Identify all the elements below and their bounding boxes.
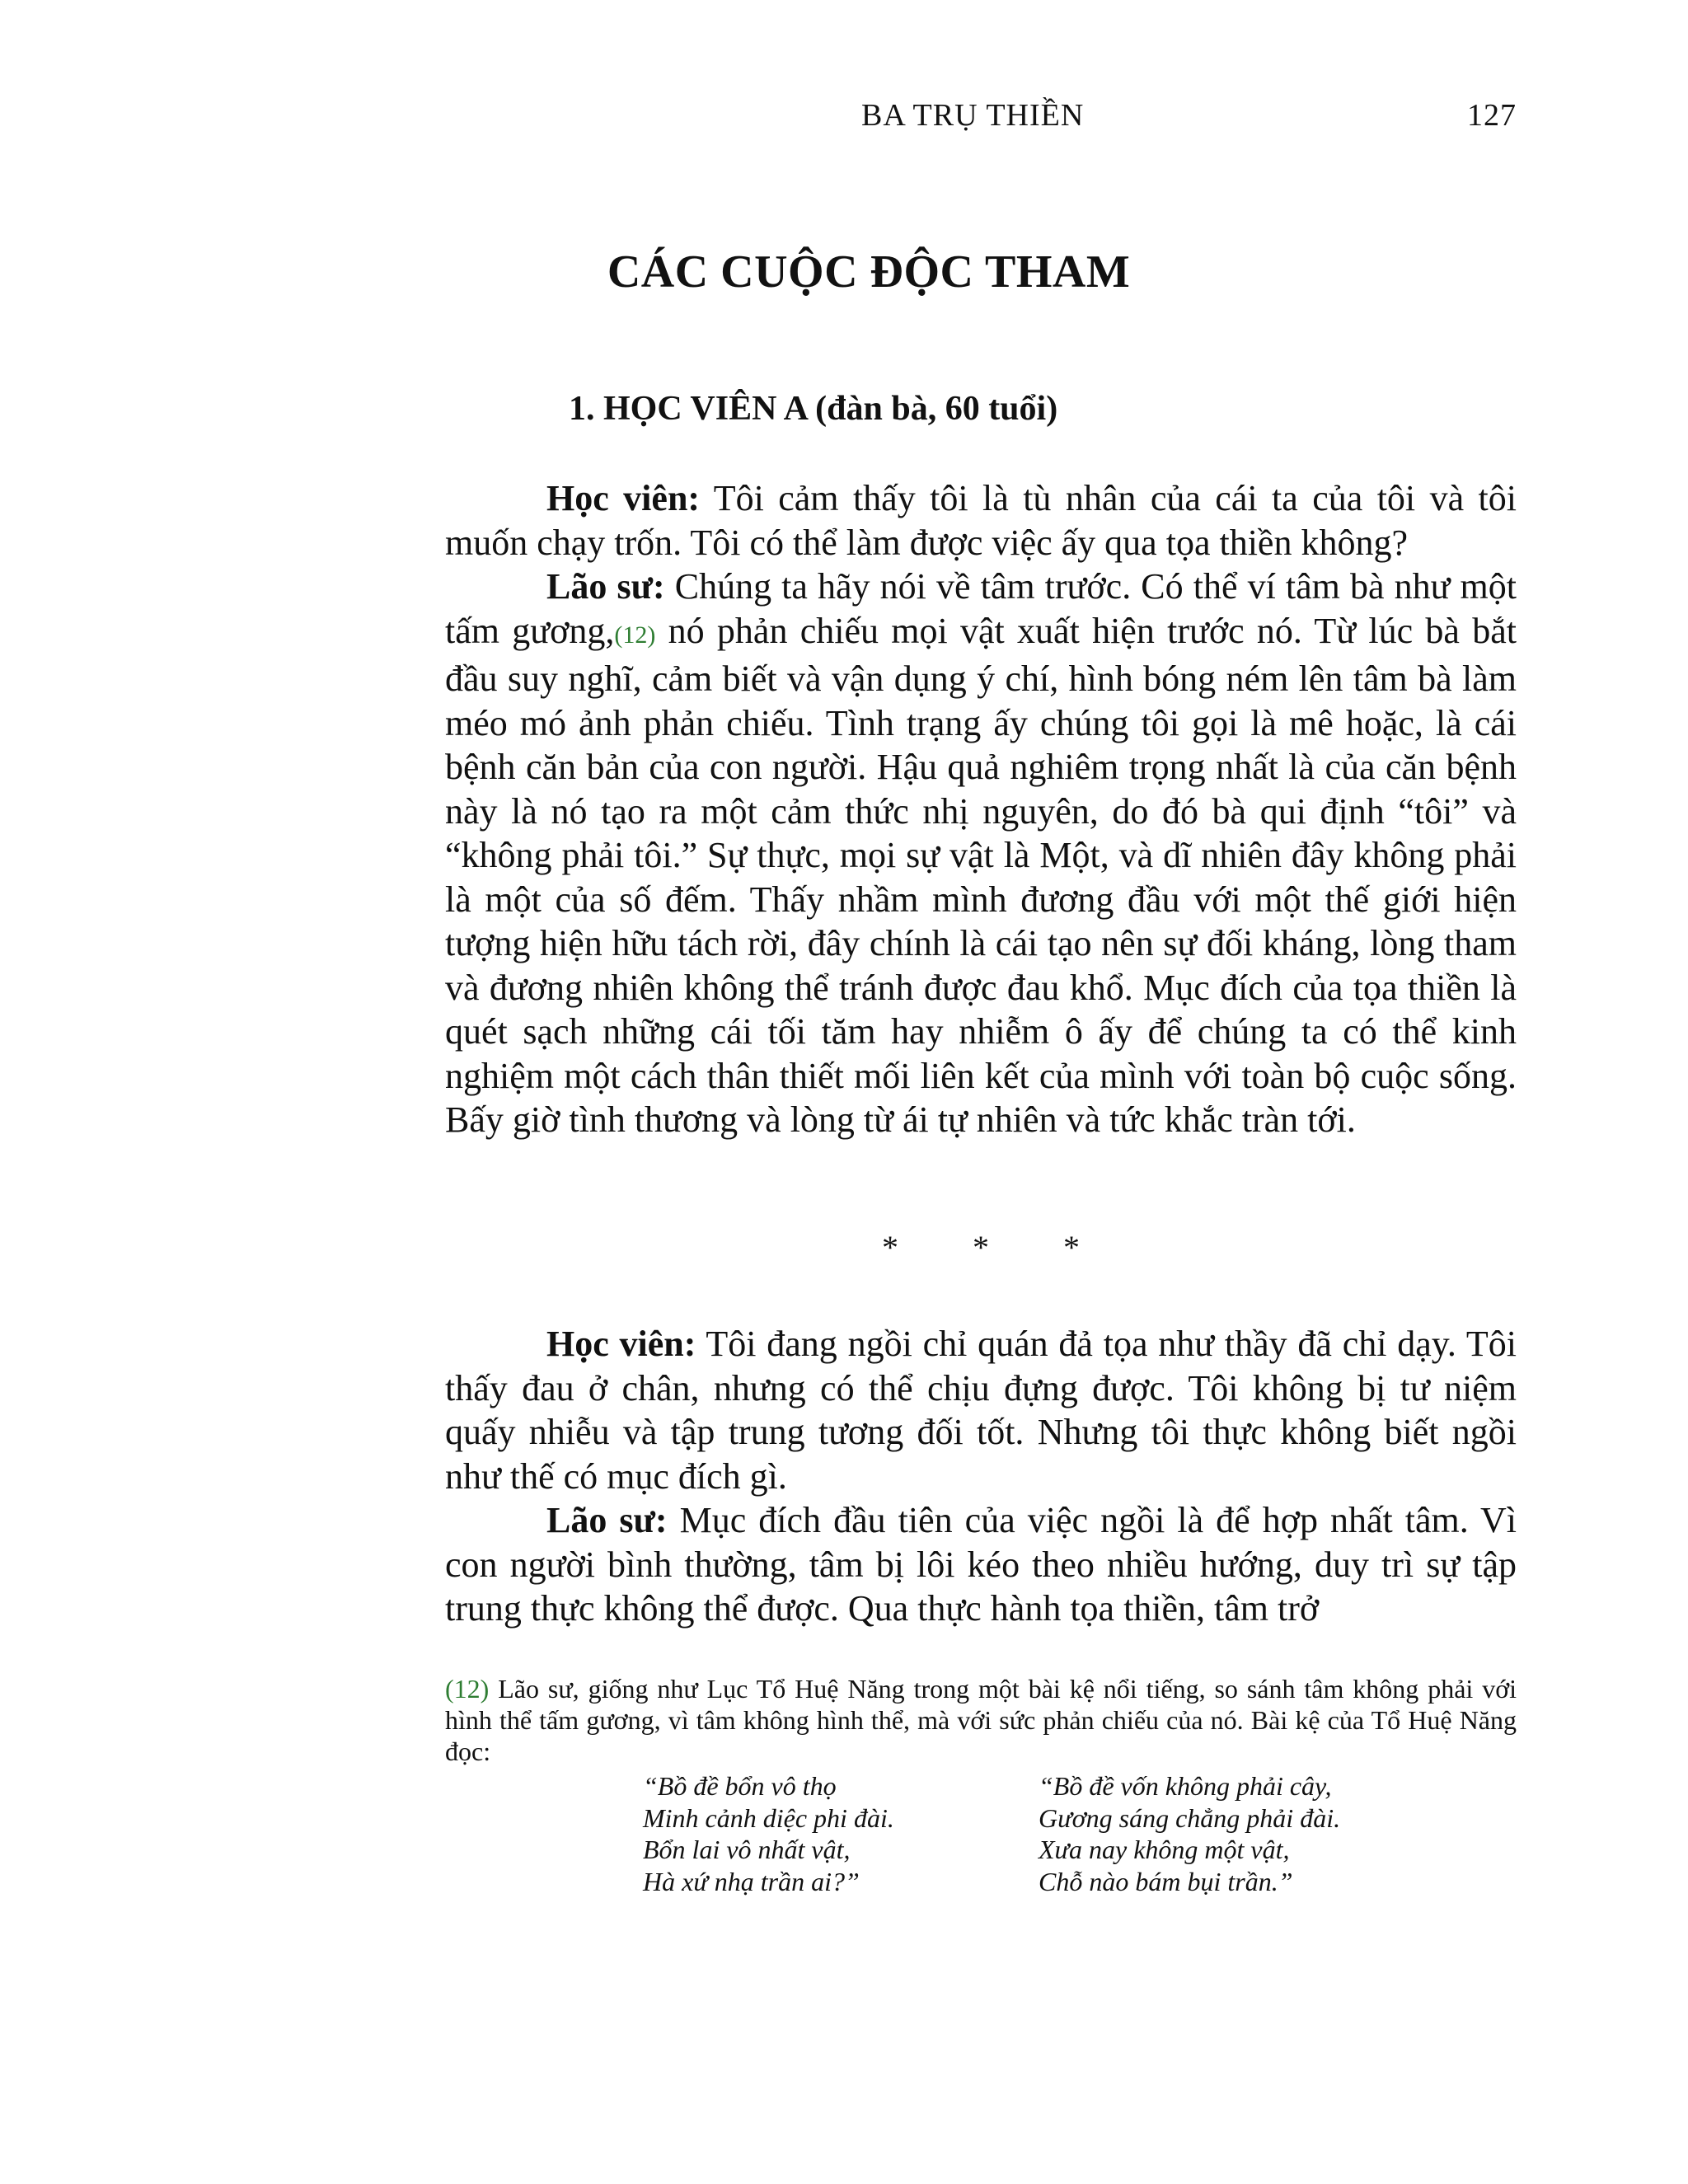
student-label: Học viên:: [546, 1324, 696, 1364]
footnote-text: Lão sư, giống như Lục Tổ Huệ Năng trong một bài kệ nổi tiếng, so sánh tâm không phải với hình thể tấm gương, vì tâm không hình thể, mà với sức phản chiếu của nó. Bài kệ của Tổ Huệ Năng đọc:: [445, 1674, 1517, 1766]
running-head-title: BA TRỤ THIỀN: [861, 98, 1085, 133]
verse-line: Bổn lai vô nhất vật,: [643, 1835, 851, 1864]
master-paragraph: [445, 1498, 1517, 1631]
student-paragraph: [445, 1322, 1517, 1498]
verse-original: [643, 1770, 894, 1897]
student-label: Học viên:: [546, 478, 701, 518]
verse-line: “Bồ đề bổn vô thọ: [643, 1771, 837, 1801]
section-heading: 1. HỌC VIÊN A (đàn bà, 60 tuổi): [569, 390, 1058, 428]
separator-asterisk: *: [1063, 1229, 1080, 1266]
master-text: Mục đích đầu tiên của việc ngồi là để hợp nhất tâm. Vì con người bình thường, tâm bị lôi kéo theo nhiều hướng, duy trì sự tập trung thực không thể được. Qua thực hành tọa thiền, tâm trở: [445, 1500, 1517, 1629]
master-text-before: Chúng ta hãy nói về tâm trước. Có thể ví tâm bà như một tấm gương,: [445, 566, 1517, 651]
verse-translation: [1039, 1770, 1340, 1897]
verse-line: Gương sáng chẳng phải đài.: [1039, 1802, 1341, 1833]
footnote-mark: (12): [445, 1674, 490, 1704]
verse-line: Chỗ nào bám bụi trần.”: [1039, 1866, 1293, 1896]
dialogue-block-2: [445, 1322, 1517, 1631]
master-label: Lão sư:: [546, 1500, 668, 1540]
footnote-reference[interactable]: (12): [614, 621, 656, 649]
footnote: [445, 1673, 1517, 1767]
master-label: Lão sư:: [546, 566, 665, 607]
chapter-title: CÁC CUỘC ĐỘC THAM: [607, 246, 1131, 298]
section-separator: [882, 1228, 1080, 1267]
dialogue-block-1: [445, 476, 1517, 1142]
page-number: 127: [1467, 98, 1517, 133]
master-paragraph: [445, 565, 1517, 1142]
student-paragraph: [445, 476, 1517, 565]
verse-line: Xưa nay không một vật,: [1039, 1835, 1290, 1864]
verse-line: “Bồ đề vốn không phải cây,: [1039, 1771, 1332, 1801]
master-text-after: nó phản chiếu mọi vật xuất hiện trước nó. Từ lúc bà bắt đầu suy nghĩ, cảm biết và vận dụng ý chí, hình bóng ném lên tâm bà làm méo mó ảnh phản chiếu. Tình trạng ấy chúng tôi gọi là mê hoặc, là cái bệnh căn bản của con người. Hậu quả nghiêm trọng nhất là của căn bệnh này là nó tạo ra một cảm thức nhị nguyên, do đó bà qui định “tôi” và “không phải tôi.” Sự thực, mọi sự vật là Một, và dĩ nhiên đây không phải là một của số đếm. Thấy nhầm mình đương đầu với một thế giới hiện tượng hiện hữu tách rời, đây chính là cái tạo nên sự đối kháng, lòng tham và đương nhiên không thể tránh được đau khổ. Mục đích của tọa thiền là quét sạch những cái tối tăm hay nhiễm ô ấy để chúng ta có thể kinh nghiệm một cách thân thiết mối liên kết của mình với toàn bộ cuộc sống. Bấy giờ tình thương và lòng từ ái tự nhiên và tức khắc tràn tới.: [445, 610, 1517, 1140]
separator-asterisk: *: [882, 1229, 898, 1266]
student-text: Tôi đang ngồi chỉ quán đả tọa như thầy đã chỉ dạy. Tôi thấy đau ở chân, nhưng có thể chịu đựng được. Tôi không bị tư niệm quấy nhiễu và tập trung tương đối tốt. Nhưng tôi thực không biết ngồi như thế có mục đích gì.: [445, 1324, 1517, 1497]
student-text: Tôi cảm thấy tôi là tù nhân của cái ta của tôi và tôi muốn chạy trốn. Tôi có thể làm được việc ấy qua tọa thiền không?: [445, 478, 1517, 563]
verse-line: Minh cảnh diệc phi đài.: [643, 1802, 894, 1833]
separator-asterisk: *: [973, 1229, 989, 1266]
verse-line: Hà xứ nhạ trần ai?”: [643, 1866, 860, 1896]
